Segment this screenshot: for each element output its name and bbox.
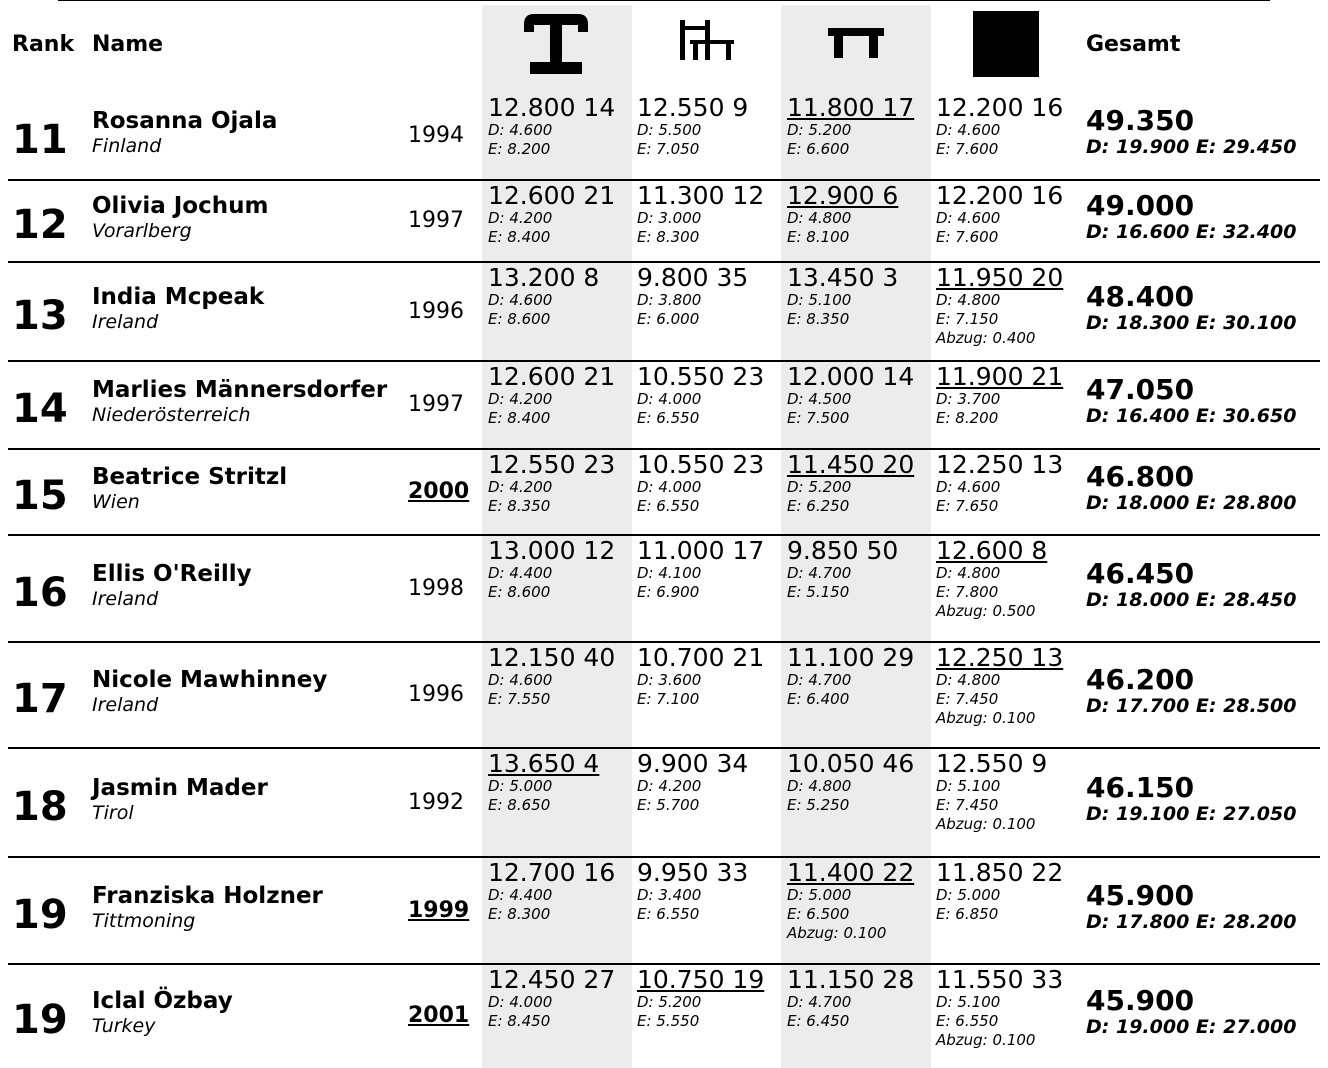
score-value: 12.900 6 — [787, 181, 899, 210]
rank-cell: 13 — [12, 293, 68, 339]
bars-score — [637, 750, 783, 815]
vault-score — [488, 363, 634, 428]
d-score: D: 4.400 — [488, 564, 553, 582]
rank-cell: 14 — [12, 386, 68, 432]
vault-score — [488, 451, 634, 516]
d-score: D: 4.800 — [936, 291, 1001, 309]
athlete-club: Ireland — [92, 311, 159, 333]
e-score: E: 6.600 — [787, 140, 850, 158]
total-detail: D: 18.000 E: 28.800 — [1086, 492, 1297, 514]
bars-score — [637, 537, 783, 602]
e-score: E: 5.700 — [637, 796, 700, 814]
beam-score — [787, 859, 933, 943]
athlete-club: Tirol — [92, 802, 134, 824]
score-value: 12.200 16 — [936, 181, 1064, 210]
table-row — [0, 535, 1328, 642]
vault-score — [488, 966, 634, 1031]
deduction: Abzug: 0.400 — [936, 329, 1036, 347]
deduction: Abzug: 0.100 — [936, 815, 1036, 833]
vault-score — [488, 94, 634, 159]
athlete-club: Vorarlberg — [92, 220, 192, 242]
floor-score — [936, 644, 1082, 728]
athlete-name: Rosanna Ojala — [92, 108, 278, 134]
total-detail: D: 19.100 E: 27.050 — [1086, 803, 1297, 825]
total-cell — [1086, 191, 1296, 243]
d-score: D: 4.800 — [936, 564, 1001, 582]
e-score: E: 7.150 — [936, 310, 999, 328]
d-score: D: 4.700 — [787, 993, 852, 1011]
d-score: D: 4.000 — [637, 478, 702, 496]
e-score: E: 8.450 — [488, 1012, 551, 1030]
bars-score — [637, 94, 783, 159]
athlete-name: Nicole Mawhinney — [92, 667, 328, 693]
vault-score — [488, 750, 634, 815]
table-row — [0, 857, 1328, 964]
score-value: 11.100 29 — [787, 643, 915, 672]
d-score: D: 5.100 — [936, 993, 1001, 1011]
birth-year: 2000 — [408, 479, 470, 504]
table-row — [0, 642, 1328, 748]
score-value: 9.950 33 — [637, 858, 749, 887]
floor-score — [936, 264, 1082, 348]
total-cell — [1086, 106, 1296, 158]
e-score: E: 7.050 — [637, 140, 700, 158]
d-score: D: 5.000 — [787, 886, 852, 904]
bars-score — [637, 182, 783, 247]
e-score: E: 8.200 — [488, 140, 551, 158]
e-score: E: 8.650 — [488, 796, 551, 814]
total-detail: D: 18.000 E: 28.450 — [1086, 589, 1297, 611]
e-score: E: 8.350 — [787, 310, 850, 328]
total-value: 46.150 — [1086, 771, 1195, 804]
score-value: 12.450 27 — [488, 965, 616, 994]
d-score: D: 5.200 — [787, 478, 852, 496]
score-value: 10.050 46 — [787, 749, 915, 778]
floor-score — [936, 94, 1082, 159]
total-detail: D: 17.700 E: 28.500 — [1086, 695, 1297, 717]
header-name: Name — [92, 32, 164, 57]
total-cell — [1086, 881, 1296, 933]
score-value: 12.800 14 — [488, 93, 616, 122]
d-score: D: 4.700 — [787, 564, 852, 582]
beam-score — [787, 94, 933, 159]
bars-score — [637, 644, 783, 709]
total-detail: D: 16.600 E: 32.400 — [1086, 221, 1297, 243]
bars-score — [637, 264, 783, 329]
rank-cell: 19 — [12, 892, 68, 938]
floor-score — [936, 750, 1082, 834]
total-value: 46.200 — [1086, 663, 1195, 696]
table-row — [0, 748, 1328, 857]
score-value: 11.850 22 — [936, 858, 1064, 887]
birth-year: 1996 — [408, 682, 464, 707]
total-value: 46.800 — [1086, 460, 1195, 493]
e-score: E: 7.500 — [787, 409, 850, 427]
birth-year: 1998 — [408, 576, 464, 601]
e-score: E: 6.550 — [637, 905, 700, 923]
e-score: E: 8.300 — [488, 905, 551, 923]
e-score: E: 6.400 — [787, 690, 850, 708]
d-score: D: 4.600 — [488, 121, 553, 139]
e-score: E: 6.000 — [637, 310, 700, 328]
birth-year: 1992 — [408, 790, 464, 815]
e-score: E: 5.150 — [787, 583, 850, 601]
d-score: D: 3.000 — [637, 209, 702, 227]
table-row — [0, 449, 1328, 535]
d-score: D: 4.200 — [488, 390, 553, 408]
athlete-club: Turkey — [92, 1015, 156, 1037]
total-detail: D: 17.800 E: 28.200 — [1086, 911, 1297, 933]
deduction: Abzug: 0.100 — [787, 924, 887, 942]
score-value: 12.000 14 — [787, 362, 915, 391]
total-value: 46.450 — [1086, 557, 1195, 590]
rank-cell: 15 — [12, 473, 68, 519]
score-value: 11.950 20 — [936, 263, 1064, 292]
d-score: D: 4.600 — [936, 209, 1001, 227]
e-score: E: 8.300 — [637, 228, 700, 246]
d-score: D: 4.700 — [787, 671, 852, 689]
score-value: 9.850 50 — [787, 536, 899, 565]
beam-score — [787, 363, 933, 428]
score-value: 12.250 13 — [936, 450, 1064, 479]
e-score: E: 8.400 — [488, 409, 551, 427]
e-score: E: 7.800 — [936, 583, 999, 601]
e-score: E: 7.100 — [637, 690, 700, 708]
score-value: 12.150 40 — [488, 643, 616, 672]
d-score: D: 4.100 — [637, 564, 702, 582]
total-cell — [1086, 559, 1296, 611]
beam-score — [787, 264, 933, 329]
rank-cell: 12 — [12, 202, 68, 248]
birth-year: 1997 — [408, 208, 464, 233]
athlete-name: Olivia Jochum — [92, 193, 269, 219]
beam-score — [787, 966, 933, 1031]
score-value: 10.750 19 — [637, 965, 765, 994]
score-value: 11.150 28 — [787, 965, 915, 994]
athlete-club: Finland — [92, 135, 162, 157]
rank-cell: 17 — [12, 676, 68, 722]
score-value: 12.600 8 — [936, 536, 1048, 565]
athlete-club: Wien — [92, 491, 140, 513]
score-value: 11.550 33 — [936, 965, 1064, 994]
score-value: 12.200 16 — [936, 93, 1064, 122]
d-score: D: 4.200 — [637, 777, 702, 795]
table-row — [0, 262, 1328, 361]
score-value: 11.900 21 — [936, 362, 1064, 391]
table-row — [0, 180, 1328, 262]
total-value: 45.900 — [1086, 984, 1195, 1017]
athlete-name: Ellis O'Reilly — [92, 561, 252, 587]
e-score: E: 6.850 — [936, 905, 999, 923]
score-value: 10.550 23 — [637, 362, 765, 391]
floor-score — [936, 966, 1082, 1050]
bars-score — [637, 966, 783, 1031]
e-score: E: 6.250 — [787, 497, 850, 515]
athlete-name: Iclal Özbay — [92, 988, 233, 1014]
e-score: E: 6.550 — [637, 409, 700, 427]
total-cell — [1086, 282, 1296, 334]
score-value: 9.800 35 — [637, 263, 749, 292]
total-cell — [1086, 665, 1296, 717]
score-value: 13.000 12 — [488, 536, 616, 565]
athlete-name: Marlies Männersdorfer — [92, 377, 388, 403]
score-value: 11.450 20 — [787, 450, 915, 479]
e-score: E: 7.450 — [936, 796, 999, 814]
d-score: D: 5.200 — [787, 121, 852, 139]
score-value: 13.450 3 — [787, 263, 899, 292]
total-cell — [1086, 986, 1296, 1038]
birth-year: 1994 — [408, 123, 464, 148]
total-value: 49.350 — [1086, 104, 1195, 137]
d-score: D: 4.600 — [488, 671, 553, 689]
floor-score — [936, 451, 1082, 516]
score-value: 11.000 17 — [637, 536, 765, 565]
birth-year: 1996 — [408, 299, 464, 324]
rank-cell: 11 — [12, 117, 68, 163]
total-cell — [1086, 375, 1296, 427]
e-score: E: 8.400 — [488, 228, 551, 246]
score-value: 12.600 21 — [488, 362, 616, 391]
beam-score — [787, 750, 933, 815]
d-score: D: 4.200 — [488, 478, 553, 496]
deduction: Abzug: 0.100 — [936, 1031, 1036, 1049]
rank-cell: 16 — [12, 570, 68, 616]
score-value: 9.900 34 — [637, 749, 749, 778]
rank-cell: 18 — [12, 784, 68, 830]
bars-score — [637, 451, 783, 516]
d-score: D: 4.000 — [637, 390, 702, 408]
score-value: 13.200 8 — [488, 263, 600, 292]
d-score: D: 3.600 — [637, 671, 702, 689]
total-detail: D: 16.400 E: 30.650 — [1086, 405, 1297, 427]
total-cell — [1086, 773, 1296, 825]
e-score: E: 8.100 — [787, 228, 850, 246]
score-value: 11.300 12 — [637, 181, 765, 210]
athlete-club: Tittmoning — [92, 910, 196, 932]
d-score: D: 4.500 — [787, 390, 852, 408]
floor-score — [936, 537, 1082, 621]
total-detail: D: 19.900 E: 29.450 — [1086, 136, 1297, 158]
header-total: Gesamt — [1086, 32, 1181, 57]
d-score: D: 5.100 — [787, 291, 852, 309]
total-detail: D: 19.000 E: 27.000 — [1086, 1016, 1297, 1038]
athlete-club: Ireland — [92, 694, 159, 716]
beam-score — [787, 451, 933, 516]
d-score: D: 4.800 — [787, 777, 852, 795]
beam-score — [787, 182, 933, 247]
d-score: D: 3.800 — [637, 291, 702, 309]
d-score: D: 5.200 — [637, 993, 702, 1011]
vault-score — [488, 182, 634, 247]
rank-cell: 19 — [12, 997, 68, 1043]
d-score: D: 4.200 — [488, 209, 553, 227]
floor-score — [936, 182, 1082, 247]
d-score: D: 5.500 — [637, 121, 702, 139]
d-score: D: 4.000 — [488, 993, 553, 1011]
vault-score — [488, 264, 634, 329]
bars-score — [637, 859, 783, 924]
d-score: D: 4.600 — [936, 121, 1001, 139]
score-value: 12.250 13 — [936, 643, 1064, 672]
bars-score — [637, 363, 783, 428]
athlete-name: India Mcpeak — [92, 284, 265, 310]
vault-score — [488, 537, 634, 602]
birth-year: 2001 — [408, 1003, 470, 1028]
deduction: Abzug: 0.500 — [936, 602, 1036, 620]
e-score: E: 6.550 — [936, 1012, 999, 1030]
e-score: E: 8.600 — [488, 583, 551, 601]
e-score: E: 7.550 — [488, 690, 551, 708]
table-row — [0, 964, 1328, 1068]
vault-score — [488, 644, 634, 709]
e-score: E: 6.450 — [787, 1012, 850, 1030]
score-value: 11.400 22 — [787, 858, 915, 887]
d-score: D: 3.700 — [936, 390, 1001, 408]
athlete-club: Ireland — [92, 588, 159, 610]
birth-year: 1999 — [408, 898, 470, 923]
athlete-club: Niederösterreich — [92, 404, 251, 426]
score-value: 12.550 23 — [488, 450, 616, 479]
score-value: 11.800 17 — [787, 93, 915, 122]
floor-score — [936, 859, 1082, 924]
score-value: 12.700 16 — [488, 858, 616, 887]
total-value: 49.000 — [1086, 189, 1195, 222]
total-cell — [1086, 462, 1296, 514]
e-score: E: 6.550 — [637, 497, 700, 515]
e-score: E: 8.200 — [936, 409, 999, 427]
athlete-name: Franziska Holzner — [92, 883, 323, 909]
deduction: Abzug: 0.100 — [936, 709, 1036, 727]
score-value: 13.650 4 — [488, 749, 600, 778]
e-score: E: 8.600 — [488, 310, 551, 328]
d-score: D: 5.000 — [488, 777, 553, 795]
score-value: 12.600 21 — [488, 181, 616, 210]
e-score: E: 7.600 — [936, 140, 999, 158]
d-score: D: 4.800 — [936, 671, 1001, 689]
table-row — [0, 92, 1328, 180]
d-score: D: 4.800 — [787, 209, 852, 227]
d-score: D: 4.400 — [488, 886, 553, 904]
table-row — [0, 361, 1328, 449]
floor-score — [936, 363, 1082, 428]
d-score: D: 4.600 — [936, 478, 1001, 496]
e-score: E: 5.250 — [787, 796, 850, 814]
score-value: 12.550 9 — [637, 93, 749, 122]
e-score: E: 8.350 — [488, 497, 551, 515]
total-value: 47.050 — [1086, 373, 1195, 406]
total-value: 45.900 — [1086, 879, 1195, 912]
e-score: E: 7.600 — [936, 228, 999, 246]
e-score: E: 7.450 — [936, 690, 999, 708]
e-score: E: 6.500 — [787, 905, 850, 923]
total-value: 48.400 — [1086, 280, 1195, 313]
birth-year: 1997 — [408, 392, 464, 417]
d-score: D: 5.000 — [936, 886, 1001, 904]
athlete-name: Beatrice Stritzl — [92, 464, 288, 490]
score-value: 12.550 9 — [936, 749, 1048, 778]
e-score: E: 7.650 — [936, 497, 999, 515]
athlete-name: Jasmin Mader — [92, 775, 268, 801]
total-detail: D: 18.300 E: 30.100 — [1086, 312, 1297, 334]
header-rank: Rank — [12, 32, 75, 57]
score-value: 10.700 21 — [637, 643, 765, 672]
e-score: E: 5.550 — [637, 1012, 700, 1030]
score-value: 10.550 23 — [637, 450, 765, 479]
beam-score — [787, 644, 933, 709]
vault-score — [488, 859, 634, 924]
beam-score — [787, 537, 933, 602]
d-score: D: 3.400 — [637, 886, 702, 904]
e-score: E: 6.900 — [637, 583, 700, 601]
d-score: D: 4.600 — [488, 291, 553, 309]
d-score: D: 5.100 — [936, 777, 1001, 795]
